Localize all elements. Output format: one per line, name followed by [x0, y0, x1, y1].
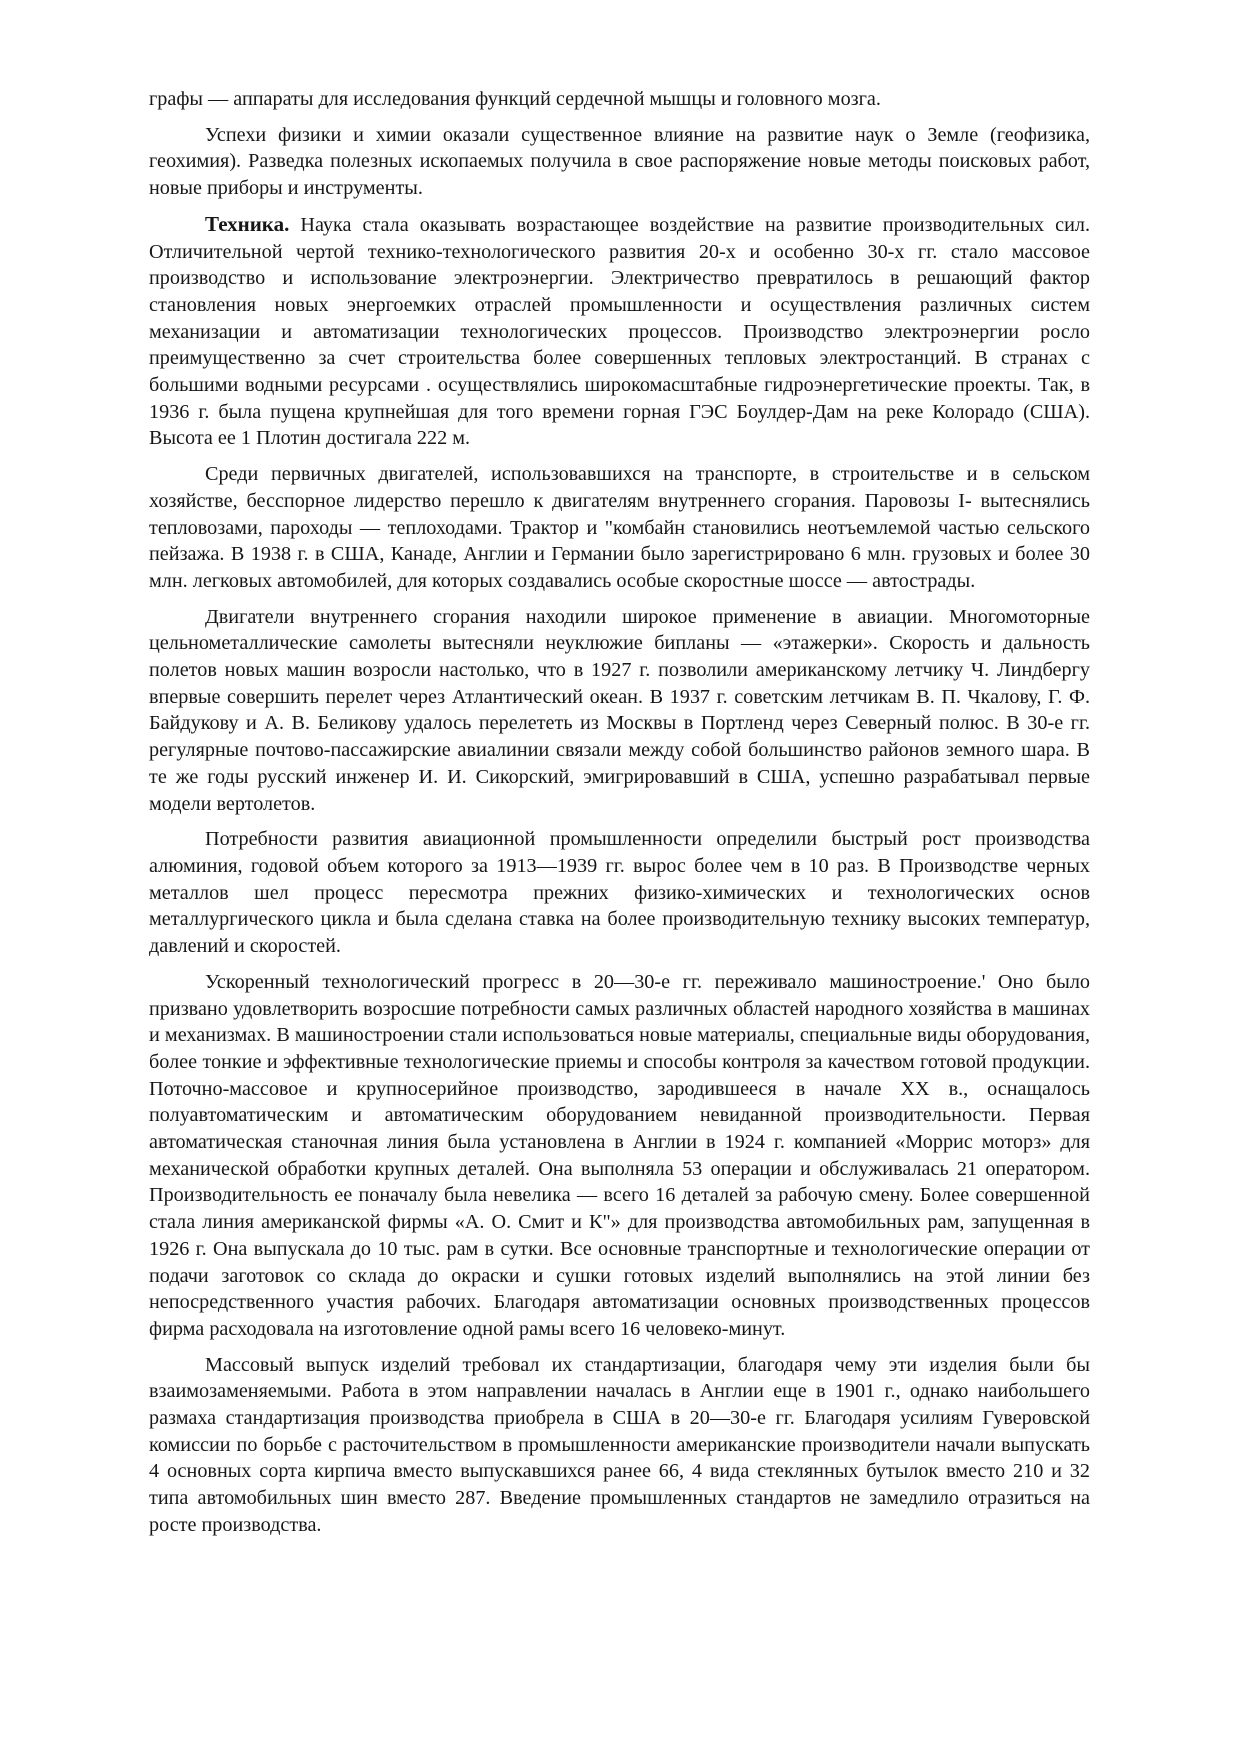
document-page — [149, 86, 1090, 1548]
paragraph-text: Массовый выпуск изделий требовал их стандартизации, благодаря чему эти изделия были бы взаимозаменяемыми. Работа в этом направлении началась в Англии еще в 1901 г., однако наибольшего размаха стандартизация производства приобрела в США в 20—30-е гг. Благодаря усилиям Гуверовской комиссии по борьбе с расточительством в промышленности американские производители начали выпускать 4 основных сорта кирпича вместо выпускавшихся ранее 66, 4 вида стеклянных бутылок вместо 210 и 32 типа автомобильных шин вместо 287. Введение промышленных стандартов не замедлило отразиться на росте производства. — [149, 1353, 1090, 1536]
paragraph-text: Двигатели внутреннего сгорания находили широкое применение в авиации. Многомоторные цельнометаллические самолеты вытесняли неуклюжие бипланы — «этажерки». Скорость и дальность полетов новых машин возросли настолько, что в 1927 г. позволили американскому летчику Ч. Линдбергу впервые совершить перелет через Атлантический океан. В 1937 г. советским летчикам В. П. Чкалову, Г. Ф. Байдукову и А. В. Беликову удалось перелететь из Москвы в Портленд через Северный полюс. В 30-е гг. регулярные почтово-пассажирские авиалинии связали между собой большинство районов земного шара. В те же годы русский инженер И. И. Сикорский, эмигрировавший в США, успешно разрабатывал первые модели вертолетов. — [149, 605, 1090, 815]
section-heading: Техника. — [205, 211, 290, 236]
paragraph-standardization — [149, 1352, 1090, 1539]
paragraph-technology — [149, 211, 1090, 452]
paragraph-earth-sciences — [149, 122, 1090, 202]
paragraph-machine-building — [149, 969, 1090, 1343]
paragraph-text: Ускоренный технологический прогресс в 20—30-е гг. переживало машиностроение.' Оно было призвано удовлетворить возросшие потребности самых различных областей народного хозяйства в машинах и механизмах. В машиностроении стали использоваться новые материалы, специальные виды оборудования, более тонкие и эффективные технологические приемы и способы контроля за качеством готовой продукции. Поточно-массовое и крупносерийное производство, зародившееся в начале XX в., оснащалось полуавтоматическим и автоматическим оборудованием невиданной производительности. Первая автоматическая станочная линия была установлена в Англии в 1924 г. компанией «Моррис моторз» для механической обработки крупных деталей. Она выполняла 53 операции и обслуживалась 21 оператором. Производительность ее поначалу была невелика — всего 16 деталей за рабочую смену. Более совершенной стала линия американской фирмы «А. О. Смит и К"» для производства автомобильных рам, запущенная в 1926 г. Она выпускала до 10 тыс. рам в сутки. Все основные транспортные и технологические операции от подачи заготовок со склада до окраски и сушки готовых изделий выполнялись на этой линии без непосредственного участия рабочих. Благодаря автоматизации основных производственных процессов фирма расходовала на изготовление одной рамы всего 16 человеко-минут. — [149, 970, 1090, 1340]
paragraph-engines — [149, 461, 1090, 595]
paragraph-aviation — [149, 604, 1090, 818]
paragraph-text: Потребности развития авиационной промышленности определили быстрый рост производства алюминия, годовой объем которого за 1913—1939 гг. вырос более чем в 10 раз. В Производстве черных металлов шел процесс пересмотра прежних физико-химических и технологических основ металлургического цикла и была сделана ставка на более производительную технику высоких температур, давлений и скоростей. — [149, 828, 1090, 958]
paragraph-intro-fragment — [149, 86, 1090, 113]
paragraph-text: Среди первичных двигателей, использовавшихся на транспорте, в строительстве и в сельском хозяйстве, бесспорное лидерство перешло к двигателям внутреннего сгорания. Паровозы I- вытеснялись тепловозами, пароходы — теплоходами. Трактор и "комбайн становились неотъемлемой частью сельского пейзажа. В 1938 г. в США, Канаде, Англии и Германии было зарегистрировано 6 млн. грузовых и более 30 млн. легковых автомобилей, для которых создавались особые скоростные шоссе — автострады. — [149, 463, 1090, 592]
paragraph-text: Успехи физики и химии оказали существенное влияние на развитие наук о Земле (геофизика, геохимия). Разведка полезных ископаемых получила в свое распоряжение новые методы поисковых работ, новые приборы и инструменты. — [149, 123, 1090, 200]
paragraph-text: Наука стала оказывать возрастающее воздействие на развитие производительных сил. Отличительной чертой технико-технологического развития 20-х и особенно 30-х гг. стало массовое производство и использование электроэнергии. Электричество превратилось в решающий фактор становления новых энергоемких отраслей промышленности и осуществления различных систем механизации и автоматизации технологических процессов. Производство электроэнергии росло преимущественно за счет строительства более совершенных тепловых электростанций. В странах с большими водными ресурсами . осуществлялись широкомасштабные гидроэнергетические проекты. Так, в 1936 г. была пущена крупнейшая для того времени горная ГЭС Боулдер-Дам на реке Колорадо (США). Высота ее 1 Плотин достигала 222 м. — [149, 213, 1090, 450]
paragraph-aluminium — [149, 826, 1090, 960]
paragraph-text: графы — аппараты для исследования функций сердечной мышцы и головного мозга. — [149, 88, 881, 110]
